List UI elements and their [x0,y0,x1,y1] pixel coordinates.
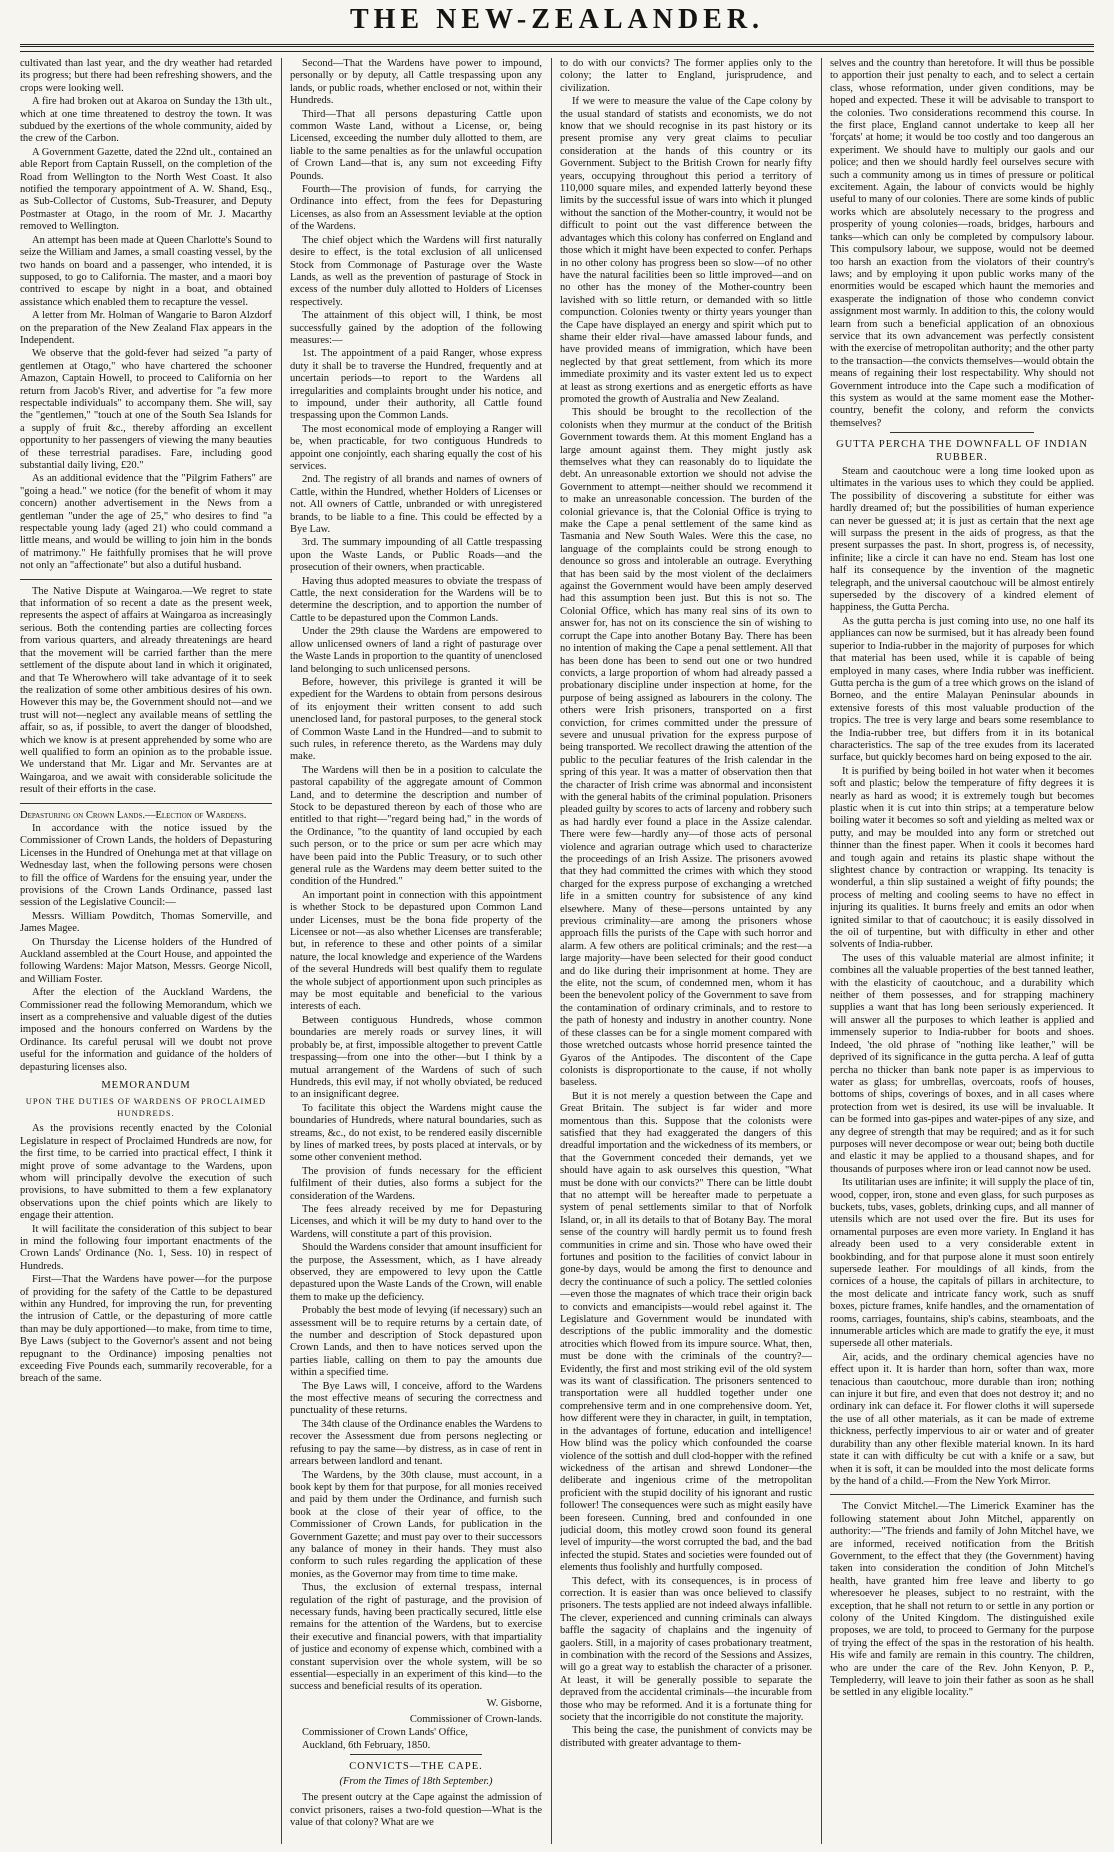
column-4 [830,58,1094,1844]
paragraph: Thus, the exclusion of external trespass, internal regulation of the right of pasturage, and the provision of necessary funds, having been practically secured, little else remains for the attention of the Wardens, but to exercise their executive and financial powers, with that impartiality of justice and economy of expense which, combined with a constant supervision over the whole system, will be so essential—especially in an experiment of this kind—to the success and beneficial results of its operation. [290,1582,542,1693]
paragraph: But it is not merely a question between the Cape and Great Britain. The subject is far wider and more momentous than this. Suppose that the colonists were satisfied that they had exaggerated the dangers of this dreadful importation and the wickedness of its members, or that the Government conceded their demands, yet we should have again to ask ourselves this question, "What must be done with our convicts?" There can be little doubt that no attempt will be hereafter made to perpetuate a system of penal settlements similar to that of Norfolk Island, or, in all its details to that of Botany Bay. The moral sense of the country will hardly permit us to found fresh communities in crime and sin. Those who have owed their fortunes and position to the facilities of convict labour in gone-by days, would be among the first to denounce and decry the continuance of such a policy. The settled colonies—even those the magnates of which trace their origin back to convicts and emancipists—would rebel against it. The Legislature and Government would be inundated with descriptions of the public immorality and the domestic atrocities which flowed from its impure source. What, then, must be done with the criminals of the country?—Evidently, the first and most striking evil of the old system was its want of classification. The prisoners sentenced to transportation were all huddled together under one comprehensive term and in one comprehensive doom. Yet, how different were they in character, in guilt, in temptation, in the advantages of fortune, education and intelligence! How blind was the policy which confounded the coarse violence of the sottish and dull clod-hopper with the refined wickedness of the artisan and shrewd Londoner—the deliberate and ingenious crime of the metropolitan proficient with the stupid docility of his ignorant and rustic follower! The consequences were such as might easily have been foreseen. Cunning, bred and confounded in one judicial doom, this motley crowd soon found its general level of impurity—the worst corrupted the bad, and the bad infected the stupid. States and societies were founded out of elements thus foolishly and hurtfully composed. [560,1090,812,1574]
paragraph: The chief object which the Wardens will first naturally desire to effect, is the total exclusion of all unlicensed Stock from Commonage of Pasturage over the Waste Lands, as well as the prevention of pasturage of Stock in excess of the number duly allotted to Holders of Licenses respectively. [290,234,542,308]
paragraph: The uses of this valuable material are almost infinite; it combines all the valuable properties of the best tanned leather, with the elasticity of caoutchouc, and a durability which neither of them possesses, and for strapping machinery supplies a want that has long been seriously experienced. It will answer all the purposes to which leather is applied and immensely superior to India-rubber for boots and shoes. Indeed, 'the old phrase of "nothing like leather," will be deprived of its significance in the gutta percha. A leaf of gutta percha no thicker than bank note paper is as impervious to water as glass; for umbrellas, overcoats, roofs of houses, bottoms of ships, coverings of boxes, and in all cases where protection from wet is desired, its use will be invaluable. It can be formed into gas-pipes and water-pipes of any size, and any degree of strength that may be required; and as it for such purposes will never decompose or wear out; being both ductile and elastic it may be applied to a thousand shapes, and for thousands of purposes where iron or lead cannot now be used. [830,952,1094,1175]
paragraph: First—That the Wardens have power—for the purpose of providing for the safety of the Cattle to be depastured within any Hundred, for improving the run, for preventing the intrusion of Cattle, or the depasturing of more cattle than may be duly apportioned—to make, from time to time, Bye Laws (subject to the Governor's assent and not being repugnant to the Ordinance) imposing penalties not exceeding Five Pounds each, summarily recoverable, for a breach of the same. [20,1274,272,1385]
paragraph: As an additional evidence that the "Pilgrim Fathers" are "going a head." we notice (for the benefit of whom it may concern) another advertisement in the News from a gentleman "under the age of 25," who desires to find "a respectable young lady (aged 21) who could command a little means, and would be willing to join him in the bonds of matrimony." He faithfully promises that he will prove not only an "affectionate" but also a dutiful husband. [20,473,272,572]
paragraph: Second—That the Wardens have power to impound, personally or by deputy, all Cattle trespassing upon any lands, or public roads, whether enclosed or not, within their Hundreds. [290,58,542,107]
paragraph: Its utilitarian uses are infinite; it will supply the place of tin, wood, copper, iron, stone and even glass, for such purposes as buckets, tubs, vases, goblets, drinking cups, and all manner of utensils which are not used over the fire. But its uses for ornamental purposes are even more variety. In England it has already been used to a very considerable extent in bookbinding, and for that purpose alone it must soon entirely supersede leather. For mouldings of all kinds, from the cornices of a house, the capitals of pillars in architecture, to the most delicate and intricate fancy work, such as snuff boxes, picture frames, knife handles, and the ornamentation of rooms, carriages, fountains, ship's cabins, steamboats, and the innumerable articles which are made to gratify the eye, it must supersede all other materials. [830,1177,1094,1350]
paragraph: to do with our convicts? The former applies only to the colony; the latter to England, jurisprudence, and civilization. [560,58,812,94]
column-3 [560,58,812,1844]
paragraph: To facilitate this object the Wardens might cause the boundaries of Hundreds, where natural boundaries, such as streams, &c., do not exist, to be rendered easily discernible by lines of marked trees, by posts placed at intervals, or by some other convenient method. [290,1102,542,1164]
signature-date: Auckland, 6th February, 1850. [302,1740,431,1752]
column-divider [821,58,822,1844]
paragraph: An important point in connection with this appointment is whether Stock to be depastured upon Common Land under Licenses, must be the bona fide property of the Licensee or not—as also whether Licenses are transferable; but, in reference to these and other points of a similar nature, the local knowledge and experience of the Wardens of the several Hundreds will best qualify them to regulate the whole subject of apportionment upon such principles as may be most equitable and beneficial to the various interests of each. [290,889,542,1013]
paragraph: Fourth—The provision of funds, for carrying the Ordinance into effect, from the fees for Depasturing Licenses, as also from an Assessment leviable at the option of the Wardens. [290,184,542,233]
paragraph: As the gutta percha is just coming into use, no one half its appliances can now be surmised, but it has already been found superior to India-rubber in the majority of purposes for which that material has been used, while it is capable of being employed in many cases, where India rubber was inefficient. Gutta percha is the gum of a tree which grows on the island of Borneo, and the entire Malayan Peninsular abounds in extensive forests of this most valuable production of the tropics. The tree is very large and bears some resemblance to the India-rubber tree, but differs from it in its botanical characteristics. The sap of the tree exudes from its lacerated surface, but quickly becomes hard on being exposed to the air. [830,615,1094,764]
paragraph: On Thursday the License holders of the Hundred of Auckland assembled at the Court House, and appointed the following Wardens: Major Matson, Messrs. George Nicoll, and William Foster. [20,936,272,985]
memorandum-heading: MEMORANDUM [101,1080,191,1092]
paragraph: selves and the country than heretofore. It will thus be possible to apportion their just penalty to each, and to select a certain class, whose reformation, under given conditions, may be hoped and expected. These it will be advisable to transport to the colonies. Two considerations recommend this course. In the first place, England cannot undertake to keep all her 'forçats' at home; it would be too costly and too dangerous an experiment. We should have to multiply our gaols and our police; and then we should hardly feel ourselves secure with such a community among us in times of pressure or political excitement. Again, the labour of convicts would be highly useful to many of our colonies. There are some kinds of public works which are absolutely necessary to the progress and prosperity of young colonies—roads, bridges, harbours and tanks—which can only be completed by compulsory labour. This compulsory labour, we suppose, would not be deemed too harsh an exaction from the violators of their country's laws; and by employing it upon public works many of the enormities would be escaped which haunt the memories and exasperate the indignation of those who condemn convict assignment most warmly. In addition to this, the colony would learn from such a beneficial application of an obnoxious service that its own advancement was perfectly consistent with the exercise of metropolitan authority; and the other party to the transaction—the convicts themselves—would obtain the means of regaining their lost respectability. Why should not Government introduce into the Cape such a modification of this system as would at the same moment ease the Mother-country, benefit the colony, and reform the convicts themselves? [830,58,1094,429]
paragraph: This defect, with its consequences, is in process of correction. It is easier than was once believed to classify prisoners. The tests applied are not indeed always infallible. The clever, experienced and cunning criminals can always baffle the sagacity of chaplains and the ingenuity of gaolers. Still, in a majority of cases probationary treatment, in combination with the record of the Sessions and Assizes, will go a great way to establish the character of a prisoner. At least, it will be generally possible to separate the depraved from the accidental criminals—the incurable from those who may be reformed. And it is a fortunate thing for society that the incorrigible do not constitute the majority. [560,1575,812,1724]
masthead-rule-thin [20,51,1094,52]
paragraph: The Wardens will then be in a position to calculate the pastoral capability of the aggregate amount of Common Land, and to determine the description and number of Stock to be depastured thereon by each of those who are entitled to that right—"regard being had," in the words of the Ordinance, "to the quantity of land occupied by each such person, or to the price or sum per acre which may have been paid into the Public Treasury, or to such other general rule as the Wardens may deem better suited to the condition of the Hundred." [290,764,542,888]
paragraph: This should be brought to the recollection of the colonists when they murmur at the conduct of the British Government towards them. At this moment England has a large amount against them. They might justly ask themselves what they can reasonably do to liquidate the debt. An unreasonable extortion we should not advise the Government to attempt—neither should we recommend it to make an unreasonable concession. The burden of the colonial grievance is, that the Colonial Office is trying to make the Cape a penal settlement of the same kind as Tasmania and New South Wales. Were this the case, no language of the complaints could be strong enough to denounce so gross and intolerable an outrage. Everything that has been said by the most violent of the declaimers against the Government would have been amply deserved had this assumption been just. But this is not so. The Colonial Office, which has many real sins of its own to answer for, has not on its conscience the sin of wishing to corrupt the Cape into another Botany Bay. There has been no intention of making the Cape a penal settlement. All that has been done has been to send out one or two hundred convicts, a large proportion of whom had already passed a probationary discipline under inspection at home, for the purpose of being assigned as labourers in the colony. The others were Irish prisoners, transported on a first conviction, for crimes committed under the pressure of severe and unusual privation for the express purpose of being transported. We recollect drawing the attention of the public to the peculiar features of the Irish calendar in the spring of this year. It was a matter of observation then that the character of Irish crime was abnormal and inconsistent with the general habits of the criminal population. Prisoners pleaded guilty by scores to acts of larceny and robbery such as had hardly ever found a place in the Assize calendar. There were few—hardly any—of those acts of personal violence and agrarian outrage which used to characterize the proceedings of an Irish Assize. The prisoners avowed that they had committed the crimes with which they stood charged for the express purpose of exchanging a wretched life in a smitten country for subsistence of any kind elsewhere. Many of these—persons untainted by any previous criminality—are among the prisoners whose approach fills the purists of the Cape with such horror and alarm. A few others are political criminals; and the rest—a large majority—have been selected for their good conduct and do like during their imprisonment at home. They are the elite, not the scum, of condemned men, whom it has been the benevolent policy of the Government to save from the contamination of ordinary criminals, and to restore to the path of honesty and industry in another country. None of these classes can be for a single moment compared with those wretched outcasts whose horrid presence tainted the Gyaros of the Antipodes. The discontent of the Cape colonists is disproportionate to the cause, if not wholly baseless. [560,407,812,1089]
section-divider [20,579,272,580]
paragraph: The Bye Laws will, I conceive, afford to the Wardens the most effective means of securing the correctness and punctuality of these returns. [290,1380,542,1417]
section-divider [890,432,1034,433]
paragraph: The 34th clause of the Ordinance enables the Wardens to recover the Assessment due from persons neglecting or refusing to pay the same—by distress, as in case of rent in arrears between landlord and tenant. [290,1418,542,1468]
paragraph: 2nd. The registry of all brands and names of owners of Cattle, within the Hundred, whether Holders of Licenses or not. All owners of Cattle, unbranded or with unregistered brands, to be liable to a fine. This could be effected by a Bye Law. [290,474,542,536]
paragraph: If we were to measure the value of the Cape colony by the usual standard of statists and economists, we do not know that we should recognise in its past history or its present promise any very great claims to peculiar consideration at the hands of this country or its Government. Subject to the British Crown for nearly fifty years, occupying throughout this period a territory of 110,000 square miles, and expended latterly beyond these limits by the successful issue of wars into which it plunged without the sanction of the Mother-country, it would not be difficult to point out the vast difference between the advantages which this colony has conferred on England and those which it might have been expected to confer. Perhaps in no other colony has progress been so slow—of no other have the natural facilities been so little improved—and on no other has the money of the Mother-country been lavished with so little return, or demanded with so little compunction. Colonies twenty or thirty years younger than the Cape have displayed an energy and spirit which put to shame their elder rival—have amassed labour funds, and have provided means of immigration, which have been neglected by that great settlement, from which its more immediate proximity and its vaster extent led us to expect at least as strong exertions and as energetic efforts as have promoted the growth of Australia and New Zealand. [560,96,812,405]
article-heading-depasturing: Depasturing on Crown Lands.—Election of Wardens. [20,809,247,821]
signature-office: Commissioner of Crown Lands' Office, [302,1726,468,1738]
paragraph: The present outcry at the Cape against the admission of convict prisoners, raises a two-fold question—What is the value of that colony? What are we [290,1792,542,1829]
convicts-heading: CONVICTS—THE CAPE. [349,1761,483,1773]
section-divider [350,1754,482,1755]
paragraph: A letter from Mr. Holman of Wangarie to Baron Alzdorf on the preparation of the New Zealand Flax appears in the Independent. [20,310,272,346]
masthead-rule [20,44,1094,47]
column-divider [551,58,552,1844]
paragraph: cultivated than last year, and the dry weather had retarded its progress; but there had been refreshing showers, and the crops were looking well. [20,58,272,94]
article-convict-mitchel: The Convict Mitchel.—The Limerick Examiner has the following statement about John Mitchel, apparently on authority:—"The friends and family of John Mitchel have, we are informed, received notification from the British Government, to the effect that they (the Government) having taken into consideration the condition of John Mitchel's health, have granted him free leave and liberty to go wheresoever he pleases, subject to no restraint, with the exception, that he shall not return to or settle in any portion or colony of the United Kingdom. The distinguished exile proposes, we are told, to proceed to Germany for the purpose of trying the effect of the spas in the restoration of his health. His wife and family are remain in this country. The children, who are under the care of the Rev. John Kenyon, P. P., Templederry, will leave to join their father as soon as he shall be settled in any eligible locality." [830,1501,1094,1699]
paragraph: It is purified by being boiled in hot water when it becomes soft and plastic; below the temperature of fifty degrees it is nearly as hard as wood; it is extremely tough but becomes plastic when it is cut into thin strips; at a temperature below boiling water it becomes so soft and yielding as melted wax or putty, and may be moulded into any form or stretched out thinner than the finest paper. When it cools it becomes hard and tough again and retains its plastic shape without the slightest chance by contraction or wrapping. Its tenacity is wonderful, a thin slip sustained a weight of fifty pounds; the process of melting and cooling seems to have no effect in injuring its qualities. It burns freely and emits an odor when ignited similar to that of caoutchouc; it is easily dissolved in the oil of turpentine, but with difficulty in ether and other solvents of India-rubber. [830,765,1094,951]
paragraph: An attempt has been made at Queen Charlotte's Sound to seize the William and James, a small coasting vessel, by the two hands on board and a passenger, who intended, it is supposed, to go to California. The master, and a maori boy contrived to escape by night in a boat, and obtained assistance which enabled them to recapture the vessel. [20,234,272,308]
paragraph: Third—That all persons depasturing Cattle upon common Waste Land, without a License, or, being Licensed, exceeding the number duly allotted to them, are liable to the same penalties as for the unlawful occupation of Crown Land—that is, any sum not exceeding Fifty Pounds. [290,108,542,182]
masthead: THE NEW-ZEALANDER. [349,4,765,35]
paragraph: Air, acids, and the ordinary chemical agencies have no effect upon it. It is harder than horn, softer than wax, more tenacious than caoutchouc, more durable than iron; nothing can injure it but fire, and even that does not destroy it; and no ordinary ink can deface it. For flower cloths it will supersede the use of all other materials, as it can be made of extreme thickness, perfectly impervious to air or water and of greater durability than any other flexible material known. In its hard state it can with difficulty be cut with a knife or a saw, but when it is soft, it can be moulded into the most delicate forms by the hand of a child.—From the New York Mirror. [830,1351,1094,1487]
paragraph: The provision of funds necessary for the efficient fulfilment of their duties, also forms a subject for the consideration of the Wardens. [290,1165,542,1202]
section-divider [830,1494,1094,1495]
paragraph: Messrs. William Powditch, Thomas Somerville, and James Magee. [20,910,272,935]
paragraph: Steam and caoutchouc were a long time looked upon as ultimates in the various uses to which they could be applied. The possibility of discovering a substitute for either was hardly dreamed of; but the possibilities of human experience can never be guessed at; it is just as certain that the next age will surpass the present in the aids of progress, as that the present surpasses the past. In short, progress is, of necessity, infinite; like a circle it can have no end. Steam has lost one half its consequence by the invention of the magnetic telegraph, and the universal caoutchouc will be almost entirely superseded by the discovery of a kindred element of happiness, the Gutta Percha. [830,466,1094,614]
paragraph: Should the Wardens consider that amount insufficient for the purpose, the Assessment, which, as I have already observed, they are empowered to levy upon the Cattle depastured upon the Waste Lands of the Crown, will enable them to make up the deficiency. [290,1242,542,1303]
memorandum-subheading: UPON THE DUTIES OF WARDENS OF PROCLAIMED HUNDREDS. [25,1095,267,1118]
column-1 [20,58,272,1844]
paragraph: Having thus adopted measures to obviate the trespass of Cattle, the next consideration for the Wardens will be to determine the description, and to apportion the number of Cattle to be depastured upon the Common Lands. [290,575,542,624]
paragraph: This being the case, the punishment of convicts may be distributed with greater advantage to them- [560,1725,812,1749]
signature-name: W. Gisborne, [486,1697,542,1709]
paragraph: The attainment of this object will, I think, be most successfully gained by the adoption of the following measures:— [290,310,542,346]
paragraph: A fire had broken out at Akaroa on Sunday the 13th ult., which at one time threatened to destroy the town. It was subdued by the exertions of the whole community, aided by the crew of the Carbon. [20,96,272,145]
paragraph: It will facilitate the consideration of this subject to bear in mind the following four important enactments of the Crown Lands' Ordinance (No. 1, Sess. 10) in respect of Hundreds. [20,1223,272,1272]
paragraph: Between contiguous Hundreds, whose common boundaries are merely roads or survey lines, it will probably be, at first, impossible altogether to prevent Cattle trespassing—from one into the other—but I think by a mutual arrangement of the Wardens of such of such Hundreds, this evil may, if not wholly obviated, be reduced to an insignificant degree. [290,1014,542,1101]
paragraph: Under the 29th clause the Wardens are empowered to allow unlicensed owners of land a right of pasturage over the Waste Lands in proportion to the quantity of unenclosed land belonging to such unlicensed persons. [290,626,542,675]
article-native-dispute: The Native Dispute at Waingaroa.—We regret to state that information of so recent a date as the present week, represents the aspect of affairs at Waingaroa as increasingly serious. Both the contending parties are collecting forces from various quarters, and already threatenings are heard that the movement will be carried farther than the mere settlement of the dispute about land in which it originated, and that Te Wherowhero will take advantage of it to seek the realization of some other ambitious desires of his own. However this may be, the Government should not—and we trust will not—neglect any available means of settling the affair, so as, if possible, to avert the danger of bloodshed, which we know is at present apprehended by some who are well qualified to form an opinion as to the probable issue. We understand that Mr. Ligar and Mr. Servantes are at Waingaroa, and we await with considerable solicitude the result of their efforts in the case. [20,585,272,796]
paragraph: Before, however, this privilege is granted it will be expedient for the Wardens to obtain from persons desirous of its enjoyment their written consent to add such unenclosed land, for pastoral purposes, to the general stock of Common Waste Land in the Hundred—and to submit to such rules, in reference thereto, as the Wardens may duly make. [290,676,542,763]
paragraph: After the election of the Auckland Wardens, the Commissioner read the following Memorandum, which we insert as a comprehensive and valuable digest of the duties imposed and the honours conferred on Wardens by the Ordinance. Its careful perusal will we doubt not prove useful for the information and guidance of the holders of depasturing licenses also. [20,987,272,1073]
paragraph: A Government Gazette, dated the 22nd ult., contained an able Report from Captain Russell, on the completion of the Road from Wellington to the North West Coast. It also notified the temporary appointment of A. W. Shand, Esq., as Sub-Collector of Customs, Sub-Treasurer, and Deputy Postmaster at Otago, in the room of Mr. J. Macarthy removed to Wellington. [20,146,272,233]
signature-title: Commissioner of Crown-lands. [409,1714,542,1726]
paragraph: Probably the best mode of levying (if necessary) such an assessment will be to require returns by a certain date, of the number and description of Stock depastured upon Crown Lands, and then to have notices served upon the parties liable, calling on them to pay the amounts due within a specified time. [290,1305,542,1379]
paragraph: As the provisions recently enacted by the Colonial Legislature in respect of Proclaimed Hundreds are now, for the first time, to be carried into practical effect, I think it might prove of some advantage to the Wardens, upon whom will principally devolve the execution of such provisions, to have submitted to them a few explanatory observations upon the chief points which are likely to engage their attention. [20,1123,272,1222]
convicts-source: (From the Times of 18th September.) [339,1775,493,1787]
paragraph: The most economical mode of employing a Ranger will be, when practicable, for two contiguous Hundreds to appoint one conjointly, each sharing equally the cost of his services. [290,423,542,472]
paragraph: We observe that the gold-fever had seized "a party of gentlemen at Otago," who have chartered the schooner Amazon, Captain Howell, to proceed to California on her return from Jacob's River, and advertise for "a few more respectable individuals" to accompany them. She will, say the "gentlemen," "touch at one of the South Sea Islands for a supply of fruit &c., thereby affording an excellent opportunity to her passengers of viewing the many beauties of these terrestrial paradises. Fare, including good substantial daily living, £20." [20,348,272,471]
column-divider [281,58,282,1844]
section-divider [20,803,272,804]
column-2 [290,58,542,1844]
paragraph: In accordance with the notice issued by the Commissioner of Crown Lands, the holders of Depasturing Licenses in the Hundred of Onehunga met at that village on Wednesday last, when the following persons were chosen to fill the office of Wardens for the ensuing year, under the provisions of the Crown Lands Ordinance, passed last session of the Legislative Council:— [20,822,272,909]
paragraph: The Wardens, by the 30th clause, must account, in a book kept by them for that purpose, for all monies received and paid by them under the Ordinance, and furnish such book at the close of their year of office, to the Commissioner of Crown Lands, for publication in the Government Gazette; and must pay over to their successors any balance of money in their hands. They must also conform to such rules regarding the application of these monies, as the Governor may from time to time make. [290,1469,542,1580]
paragraph: The fees already received by me for Depasturing Licenses, and which it will be my duty to hand over to the Wardens, will constitute a part of this provision. [290,1203,542,1240]
paragraph: 3rd. The summary impounding of all Cattle trespassing upon the Waste Lands, or Public Roads—and the prosecution of their owners, when practicable. [290,537,542,574]
gutta-percha-heading: GUTTA PERCHA THE DOWNFALL OF INDIAN RUBBER. [836,439,1088,463]
paragraph: 1st. The appointment of a paid Ranger, whose express duty it shall be to traverse the Hundred, frequently and at uncertain periods—to report to the Wardens all irregularities and complaints brought under his notice, and to impound, under their authority, all Cattle found trespassing upon the Common Lands. [290,348,542,422]
